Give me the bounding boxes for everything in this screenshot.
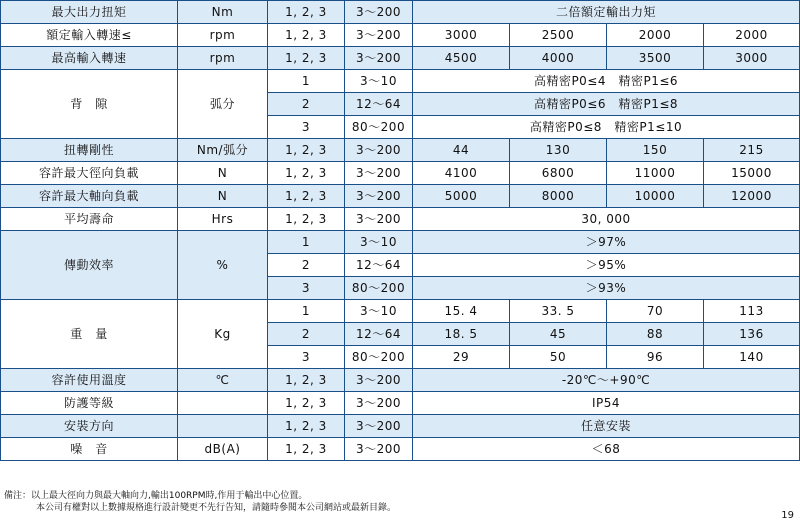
row-backlash-stage1 xyxy=(1,70,800,93)
value-cell: 50 xyxy=(510,346,607,369)
ratio-cell: 3～10 xyxy=(345,70,413,93)
row-max-output-torque xyxy=(1,1,800,24)
page-number: 19 xyxy=(781,510,794,521)
row-max-input-speed xyxy=(1,47,800,70)
stage-cell: 1, 2, 3 xyxy=(268,47,345,70)
stage-cell: 1, 2, 3 xyxy=(268,139,345,162)
value-cell: 二倍額定輸出力矩 xyxy=(413,1,800,24)
value-cell: 29 xyxy=(413,346,510,369)
unit-cell: ℃ xyxy=(178,369,268,392)
stage-cell: 2 xyxy=(268,323,345,346)
value-cell: 136 xyxy=(704,323,800,346)
ratio-cell: 3～200 xyxy=(345,139,413,162)
stage-cell: 1 xyxy=(268,231,345,254)
ratio-cell: 3～200 xyxy=(345,438,413,461)
ratio-cell: 80～200 xyxy=(345,346,413,369)
label-max-radial-load: 容許最大徑向負載 xyxy=(1,162,178,185)
value-cell: 18. 5 xyxy=(413,323,510,346)
value-cell: 6800 xyxy=(510,162,607,185)
value-cell: 高精密P0≤8 精密P1≤10 xyxy=(413,116,800,139)
stage-cell: 1, 2, 3 xyxy=(268,369,345,392)
stage-cell: 3 xyxy=(268,277,345,300)
value-cell: 15000 xyxy=(704,162,800,185)
unit-cell: rpm xyxy=(178,24,268,47)
ratio-cell: 3～200 xyxy=(345,162,413,185)
value-cell: 130 xyxy=(510,139,607,162)
ratio-cell: 3～200 xyxy=(345,47,413,70)
row-max-radial-load xyxy=(1,162,800,185)
ratio-cell: 12～64 xyxy=(345,93,413,116)
value-cell: ＞93% xyxy=(413,277,800,300)
label-average-life: 平均壽命 xyxy=(1,208,178,231)
value-cell: 4000 xyxy=(510,47,607,70)
stage-cell: 1, 2, 3 xyxy=(268,185,345,208)
value-cell: ＜68 xyxy=(413,438,800,461)
value-cell: -20℃～+90℃ xyxy=(413,369,800,392)
row-max-axial-load xyxy=(1,185,800,208)
label-operating-temperature: 容許使用溫度 xyxy=(1,369,178,392)
stage-cell: 3 xyxy=(268,116,345,139)
stage-cell: 1, 2, 3 xyxy=(268,415,345,438)
unit-cell: Kg xyxy=(178,300,268,369)
ratio-cell: 3～10 xyxy=(345,300,413,323)
unit-cell: Nm/弧分 xyxy=(178,139,268,162)
unit-cell: rpm xyxy=(178,47,268,70)
row-protection-class xyxy=(1,392,800,415)
ratio-cell: 3～200 xyxy=(345,185,413,208)
value-cell: IP54 xyxy=(413,392,800,415)
value-cell: 33. 5 xyxy=(510,300,607,323)
value-cell: 30, 000 xyxy=(413,208,800,231)
label-backlash: 背 隙 xyxy=(1,70,178,139)
label-max-output-torque: 最大出力扭矩 xyxy=(1,1,178,24)
label-mounting-direction: 安裝方向 xyxy=(1,415,178,438)
row-operating-temperature xyxy=(1,369,800,392)
ratio-cell: 3～200 xyxy=(345,208,413,231)
stage-cell: 1, 2, 3 xyxy=(268,1,345,24)
value-cell: 113 xyxy=(704,300,800,323)
value-cell: 3500 xyxy=(607,47,704,70)
stage-cell: 1, 2, 3 xyxy=(268,24,345,47)
unit-cell: % xyxy=(178,231,268,300)
footnote-line-2: 本公司有權對以上數據規格進行設計變更不先行告知，請隨時參閱本公司網站或最新目錄。 xyxy=(36,503,397,513)
row-torsional-stiffness xyxy=(1,139,800,162)
stage-cell: 2 xyxy=(268,93,345,116)
row-average-life xyxy=(1,208,800,231)
ratio-cell: 3～10 xyxy=(345,231,413,254)
ratio-cell: 3～200 xyxy=(345,415,413,438)
row-noise xyxy=(1,438,800,461)
stage-cell: 2 xyxy=(268,254,345,277)
stage-cell: 1 xyxy=(268,70,345,93)
value-cell: 12000 xyxy=(704,185,800,208)
stage-cell: 1, 2, 3 xyxy=(268,208,345,231)
value-cell: ＞97% xyxy=(413,231,800,254)
unit-cell: N xyxy=(178,162,268,185)
stage-cell: 1 xyxy=(268,300,345,323)
value-cell: 15. 4 xyxy=(413,300,510,323)
row-weight-stage1 xyxy=(1,300,800,323)
value-cell: ＞95% xyxy=(413,254,800,277)
stage-cell: 1, 2, 3 xyxy=(268,162,345,185)
unit-cell: Hrs xyxy=(178,208,268,231)
unit-cell xyxy=(178,415,268,438)
value-cell: 5000 xyxy=(413,185,510,208)
label-rated-input-speed: 額定輸入轉速≤ xyxy=(1,24,178,47)
value-cell: 70 xyxy=(607,300,704,323)
value-cell: 高精密P0≤4 精密P1≤6 xyxy=(413,70,800,93)
value-cell: 11000 xyxy=(607,162,704,185)
value-cell: 88 xyxy=(607,323,704,346)
value-cell: 215 xyxy=(704,139,800,162)
row-mounting-direction xyxy=(1,415,800,438)
row-efficiency-stage1 xyxy=(1,231,800,254)
row-rated-input-speed xyxy=(1,24,800,47)
value-cell: 3000 xyxy=(413,24,510,47)
value-cell: 45 xyxy=(510,323,607,346)
ratio-cell: 80～200 xyxy=(345,277,413,300)
value-cell: 任意安裝 xyxy=(413,415,800,438)
value-cell: 4500 xyxy=(413,47,510,70)
stage-cell: 1, 2, 3 xyxy=(268,392,345,415)
label-torsional-stiffness: 扭轉剛性 xyxy=(1,139,178,162)
value-cell: 2000 xyxy=(704,24,800,47)
ratio-cell: 3～200 xyxy=(345,392,413,415)
ratio-cell: 3～200 xyxy=(345,1,413,24)
value-cell: 8000 xyxy=(510,185,607,208)
value-cell: 140 xyxy=(704,346,800,369)
ratio-cell: 12～64 xyxy=(345,254,413,277)
value-cell: 150 xyxy=(607,139,704,162)
label-max-axial-load: 容許最大軸向負載 xyxy=(1,185,178,208)
value-cell: 10000 xyxy=(607,185,704,208)
label-max-input-speed: 最高輸入轉速 xyxy=(1,47,178,70)
stage-cell: 3 xyxy=(268,346,345,369)
stage-cell: 1, 2, 3 xyxy=(268,438,345,461)
value-cell: 2500 xyxy=(510,24,607,47)
value-cell: 高精密P0≤6 精密P1≤8 xyxy=(413,93,800,116)
value-cell: 96 xyxy=(607,346,704,369)
value-cell: 3000 xyxy=(704,47,800,70)
ratio-cell: 80～200 xyxy=(345,116,413,139)
unit-cell: dB(A) xyxy=(178,438,268,461)
footnote xyxy=(4,490,396,514)
label-transmission-efficiency: 傳動效率 xyxy=(1,231,178,300)
ratio-cell: 12～64 xyxy=(345,323,413,346)
unit-cell xyxy=(178,392,268,415)
ratio-cell: 3～200 xyxy=(345,369,413,392)
unit-cell: N xyxy=(178,185,268,208)
label-protection-class: 防護等級 xyxy=(1,392,178,415)
value-cell: 4100 xyxy=(413,162,510,185)
ratio-cell: 3～200 xyxy=(345,24,413,47)
value-cell: 2000 xyxy=(607,24,704,47)
value-cell: 44 xyxy=(413,139,510,162)
label-noise: 噪 音 xyxy=(1,438,178,461)
label-weight: 重 量 xyxy=(1,300,178,369)
footnote-line-1: 備注：以上最大徑向力與最大軸向力,輸出100RPM時,作用于輸出中心位置。 xyxy=(4,491,308,501)
unit-cell: 弧分 xyxy=(178,70,268,139)
unit-cell: Nm xyxy=(178,1,268,24)
